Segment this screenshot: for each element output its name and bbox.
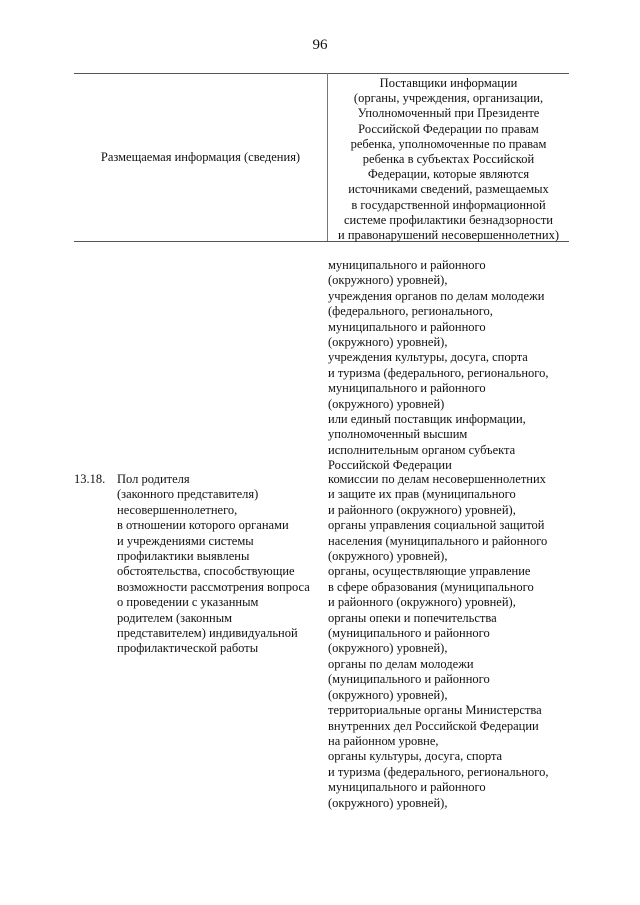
continuation-line: муниципального и районного bbox=[328, 319, 486, 334]
providers-line: (муниципального и районного bbox=[328, 672, 490, 687]
header-providers-line: системе профилактики безнадзорности bbox=[344, 212, 553, 227]
continuation-line: (окружного) уровней), bbox=[328, 273, 448, 288]
continuation-line: (федерального, регионального, bbox=[328, 304, 493, 319]
header-providers-line: ребенка в субъектах Российской bbox=[362, 152, 535, 167]
continuation-line: Российской Федерации bbox=[328, 458, 452, 473]
providers-line: населения (муниципального и районного bbox=[328, 533, 548, 548]
information-line: в отношении которого органами bbox=[117, 518, 289, 533]
providers-line: территориальные органы Министерства bbox=[328, 703, 542, 718]
continuation-line: учреждения органов по делам молодежи bbox=[328, 288, 545, 303]
continuation-line: учреждения культуры, досуга, спорта bbox=[328, 350, 528, 365]
continuation-line: муниципального и районного bbox=[328, 258, 486, 272]
providers-line: (окружного) уровней), bbox=[328, 795, 448, 810]
row-information-cell bbox=[117, 472, 310, 657]
providers-line: органы, осуществляющие управление bbox=[328, 564, 531, 579]
providers-line: (окружного) уровней), bbox=[328, 641, 448, 656]
header-providers-line: в государственной информационной bbox=[351, 197, 546, 212]
header-providers-line: Федерации, которые являются bbox=[367, 167, 530, 182]
information-line: возможности рассмотрения вопроса bbox=[117, 579, 310, 594]
information-line: профилактической работы bbox=[117, 641, 259, 656]
information-line: обстоятельства, способствующие bbox=[117, 564, 295, 579]
header-providers-line: Поставщики информации bbox=[379, 76, 518, 90]
continuation-line: (окружного) уровней) bbox=[328, 396, 445, 411]
header-column-providers bbox=[328, 76, 569, 243]
information-line: Пол родителя bbox=[117, 472, 190, 486]
continuation-line: исполнительным органом субъекта bbox=[328, 442, 516, 457]
providers-line: и защите их прав (муниципального bbox=[328, 487, 516, 502]
providers-line: и районного (окружного) уровней), bbox=[328, 502, 516, 517]
providers-line: на районном уровне, bbox=[328, 733, 439, 748]
table-header-top-rule bbox=[74, 73, 569, 74]
information-line: родителем (законным bbox=[117, 610, 233, 625]
providers-line: органы опеки и попечительства bbox=[328, 610, 497, 625]
providers-line: (муниципального и районного bbox=[328, 626, 490, 641]
header-providers-line: (органы, учреждения, организации, bbox=[353, 91, 544, 106]
providers-line: муниципального и районного bbox=[328, 780, 486, 795]
continuation-line: и туризма (федерального, регионального, bbox=[328, 365, 549, 380]
header-column-information: Размещаемая информация (сведения) bbox=[100, 150, 301, 164]
continuation-line: муниципального и районного bbox=[328, 381, 486, 396]
providers-line: (окружного) уровней), bbox=[328, 687, 448, 702]
row-providers-cell bbox=[328, 472, 549, 811]
information-line: о проведении с указанным bbox=[117, 595, 259, 610]
page-number: 96 bbox=[312, 37, 328, 53]
header-providers-line: Российской Федерации по правам bbox=[358, 121, 539, 136]
providers-line: (окружного) уровней), bbox=[328, 549, 448, 564]
continuation-line: или единый поставщик информации, bbox=[328, 412, 526, 427]
header-providers-line: ребенка, уполномоченные по правам bbox=[350, 136, 547, 151]
providers-line: органы управления социальной защитой bbox=[328, 518, 545, 533]
information-line: (законного представителя) bbox=[117, 487, 259, 502]
information-line: профилактики выявлены bbox=[117, 549, 250, 564]
header-providers-line: Уполномоченный при Президенте bbox=[357, 106, 540, 121]
continuation-line: уполномоченный высшим bbox=[328, 427, 468, 442]
providers-line: внутренних дел Российской Федерации bbox=[328, 718, 539, 733]
providers-line: и туризма (федерального, регионального, bbox=[328, 764, 549, 779]
providers-line: в сфере образования (муниципального bbox=[328, 579, 534, 594]
providers-line: и районного (окружного) уровней), bbox=[328, 595, 516, 610]
header-providers-line: источниками сведений, размещаемых bbox=[348, 182, 549, 197]
providers-line: органы культуры, досуга, спорта bbox=[328, 749, 503, 764]
continuation-line: (окружного) уровней), bbox=[328, 335, 448, 350]
information-line: и учреждениями системы bbox=[117, 533, 254, 548]
row-number: 13.18. bbox=[74, 472, 106, 486]
providers-line: органы по делам молодежи bbox=[328, 656, 474, 671]
continuation-providers-cell bbox=[328, 258, 549, 474]
providers-line: комиссии по делам несовершеннолетних bbox=[328, 472, 546, 486]
information-line: представителем) индивидуальной bbox=[117, 626, 298, 641]
header-providers-line: и правонарушений несовершеннолетних) bbox=[338, 228, 559, 243]
information-line: несовершеннолетнего, bbox=[117, 502, 238, 517]
